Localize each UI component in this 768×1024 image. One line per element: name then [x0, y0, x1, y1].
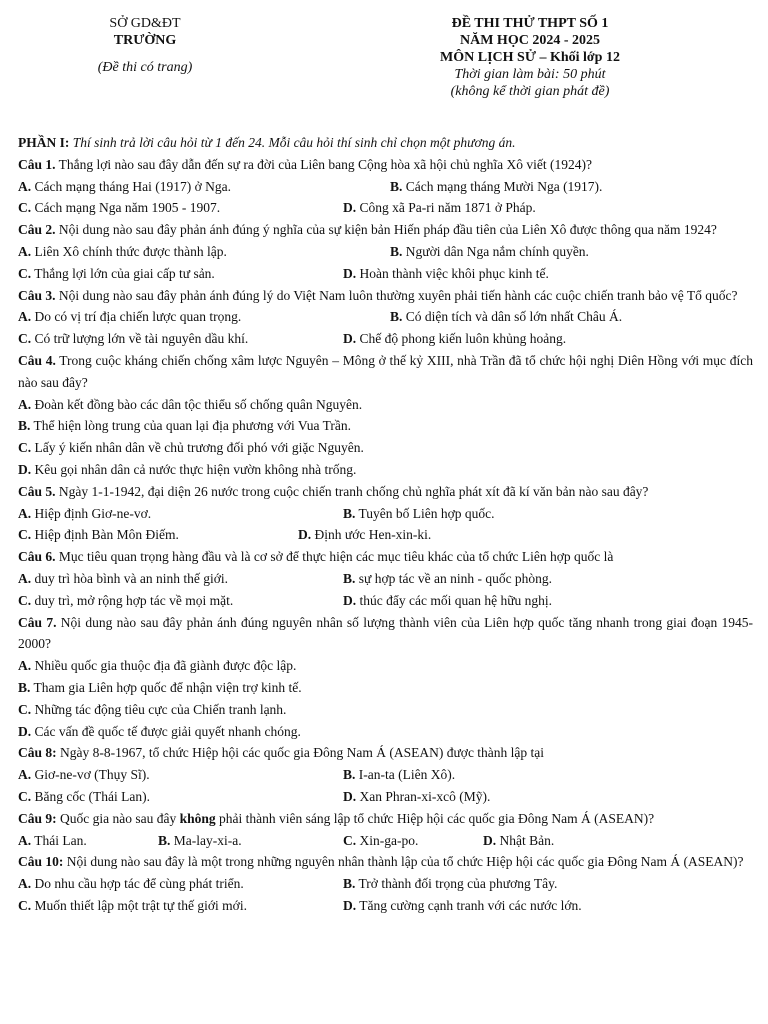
time-note: (không kể thời gian phát đề): [450, 84, 610, 99]
option-a: [18, 503, 151, 525]
option-a: [18, 241, 227, 263]
option-letter: B.: [343, 570, 356, 586]
option-b: [343, 873, 557, 895]
question: [18, 612, 753, 656]
option-text: Tham gia Liên hợp quốc để nhận viện trợ kinh tế.: [33, 679, 302, 695]
option-letter: A.: [18, 658, 32, 674]
option-letter: B.: [343, 767, 356, 783]
question-label: Câu 3.: [18, 287, 56, 303]
option-text: duy trì, mở rộng hợp tác về mọi mặt.: [34, 592, 234, 608]
options-row: [18, 503, 753, 525]
option-text: Các vấn đề quốc tế được giải quyết nhanh chóng.: [34, 723, 301, 739]
option-letter: A.: [18, 309, 32, 325]
question-text-after: phải thành viên sáng lập tổ chức Hiệp hội các quốc gia Đông Nam Á (ASEAN)?: [219, 810, 655, 826]
option-text: sự hợp tác về an ninh - quốc phòng.: [358, 570, 553, 586]
options-row: [18, 873, 753, 895]
question-emphasis: không: [179, 810, 216, 826]
option-letter: C.: [18, 592, 32, 608]
option-letter: D.: [343, 788, 357, 804]
option-letter: A.: [18, 832, 32, 848]
option-text: Tuyên bố Liên hợp quốc.: [358, 505, 495, 521]
question-label: Câu 4.: [18, 352, 56, 368]
option-letter: A.: [18, 876, 32, 892]
question-label: Câu 6.: [18, 549, 56, 565]
option-a: [18, 830, 87, 852]
time-limit: Thời gian làm bài: 50 phút: [454, 67, 606, 82]
option-a: [18, 568, 228, 590]
option-text: Ma-lay-xi-a.: [173, 832, 242, 848]
option-c: [18, 590, 233, 612]
option-c: [18, 699, 753, 721]
question: [18, 285, 753, 307]
options-row: [18, 241, 753, 263]
option-letter: B.: [390, 309, 403, 325]
option-letter: D.: [343, 331, 357, 347]
question-label: Câu 9:: [18, 810, 57, 826]
option-letter: A.: [18, 570, 32, 586]
options-row: [18, 568, 753, 590]
option-letter: C.: [18, 440, 32, 456]
option-text: Thể hiện lòng trung của quan lại địa phương với Vua Trần.: [33, 418, 352, 434]
option-text: duy trì hòa bình và an ninh thế giới.: [34, 570, 228, 586]
option-text: Lấy ý kiến nhân dân về chủ trương đối phó với giặc Nguyên.: [34, 440, 364, 456]
option-text: Người dân Nga nắm chính quyền.: [405, 243, 589, 259]
option-c: [18, 437, 753, 459]
option-text: Xan Phran-xi-xcô (Mỹ).: [359, 788, 491, 804]
part-heading: [18, 132, 753, 154]
option-c: [18, 524, 179, 546]
exam-content: [18, 132, 753, 917]
question: [18, 219, 753, 241]
option-c: [18, 197, 220, 219]
option-letter: A.: [18, 396, 32, 412]
question-label: Câu 8:: [18, 745, 57, 761]
option-letter: C.: [18, 701, 32, 717]
option-text: Đoàn kết đồng bào các dân tộc thiểu số chống quân Nguyên.: [34, 396, 363, 412]
option-text: Chế độ phong kiến luôn khủng hoảng.: [359, 331, 567, 347]
options-row: [18, 524, 753, 546]
option-letter: C.: [343, 832, 357, 848]
option-text: Hiệp định Giơ-ne-vơ.: [34, 505, 152, 521]
option-letter: A.: [18, 243, 32, 259]
options-row: [18, 764, 753, 786]
option-letter: D.: [343, 200, 357, 216]
option-letter: C.: [18, 265, 32, 281]
question-text-before: Quốc gia nào sau đây: [60, 810, 177, 826]
option-letter: C.: [18, 331, 32, 347]
option-text: Thắng lợi lớn của giai cấp tư sản.: [34, 265, 215, 281]
option-text: Những tác động tiêu cực của Chiến tranh lạnh.: [34, 701, 287, 717]
question-label: Câu 1.: [18, 156, 56, 172]
option-letter: A.: [18, 178, 32, 194]
option-text: Kêu gọi nhân dân cả nước thực hiện vườn không nhà trống.: [34, 461, 357, 477]
option-letter: B.: [18, 418, 31, 434]
option-a: [18, 655, 753, 677]
option-text: I-an-ta (Liên Xô).: [358, 767, 456, 783]
option-text: Có trữ lượng lớn về tài nguyên dầu khí.: [34, 331, 249, 347]
option-d: [343, 786, 490, 808]
option-letter: D.: [18, 723, 32, 739]
header-left: [50, 15, 240, 76]
question-text: Nội dung nào sau đây là một trong những nguyên nhân thành lập của tổ chức Hiệp hội các quốc gia Đông Nam Á (ASEAN)?: [66, 854, 744, 870]
option-c: [18, 328, 248, 350]
option-text: Cách mạng Nga năm 1905 - 1907.: [34, 200, 221, 216]
option-letter: B.: [18, 679, 31, 695]
question: [18, 742, 753, 764]
option-letter: B.: [343, 505, 356, 521]
option-text: Cách mạng tháng Hai (1917) ở Nga.: [34, 178, 231, 194]
option-text: Hoàn thành việc khôi phục kinh tế.: [359, 265, 549, 281]
option-text: Trở thành đối trọng của phương Tây.: [358, 876, 558, 892]
option-a: [18, 306, 241, 328]
option-text: Liên Xô chính thức được thành lập.: [34, 243, 227, 259]
option-c: [18, 895, 247, 917]
options-row: [18, 306, 753, 328]
option-letter: C.: [18, 897, 32, 913]
subject: MÔN LỊCH SỬ – Khối lớp 12: [440, 50, 620, 65]
question-label: Câu 5.: [18, 483, 56, 499]
option-c: [18, 263, 215, 285]
option-text: Muốn thiết lập một trật tự thế giới mới.: [34, 897, 247, 913]
options-row: [18, 328, 753, 350]
option-text: Nhiều quốc gia thuộc địa đã giành được độc lập.: [34, 658, 297, 674]
option-b: [343, 503, 495, 525]
option-letter: C.: [18, 200, 32, 216]
question-text: Thắng lợi nào sau đây dẫn đến sự ra đời của Liên bang Cộng hòa xã hội chủ nghĩa Xô viết (1924)?: [58, 156, 592, 172]
option-text: Giơ-ne-vơ (Thụy Sĩ).: [34, 767, 150, 783]
option-letter: B.: [158, 832, 171, 848]
option-b: [343, 764, 455, 786]
option-letter: D.: [298, 527, 312, 543]
option-text: Nhật Bản.: [499, 832, 555, 848]
option-d: [343, 895, 582, 917]
option-letter: A.: [18, 505, 32, 521]
question: [18, 350, 753, 394]
school-year: NĂM HỌC 2024 - 2025: [460, 33, 600, 48]
question-text: Nội dung nào sau đây phản ánh đúng lý do Việt Nam luôn thường xuyên phải tiến hành các cuộc chiến tranh bảo vệ Tổ quốc?: [58, 287, 738, 303]
option-letter: D.: [343, 897, 357, 913]
option-b: [343, 568, 552, 590]
option-d: [343, 197, 536, 219]
question-text: Nội dung nào sau đây phản ánh đúng nguyên nhân số lượng thành viên của Liên hợp quốc tăng nhanh trong giai đoạn 1945-2000?: [18, 614, 753, 652]
options-row: [18, 786, 753, 808]
option-text: Định ước Hen-xin-ki.: [314, 527, 432, 543]
option-text: Cách mạng tháng Mười Nga (1917).: [405, 178, 603, 194]
question-label: Câu 7.: [18, 614, 57, 630]
page-count-note: (Đề thi có trang): [97, 60, 193, 75]
option-text: Công xã Pa-ri năm 1871 ở Pháp.: [359, 200, 536, 216]
option-text: Do nhu cầu hợp tác để cùng phát triển.: [34, 876, 244, 892]
question-label: Câu 2.: [18, 222, 56, 238]
options-row: [18, 176, 753, 198]
options-row: [18, 895, 753, 917]
option-d: [483, 830, 554, 852]
option-b: [390, 306, 622, 328]
option-text: Băng cốc (Thái Lan).: [34, 788, 150, 804]
option-d: [343, 590, 552, 612]
option-letter: C.: [18, 527, 32, 543]
header-right: [400, 15, 660, 100]
question: [18, 481, 753, 503]
option-letter: D.: [343, 265, 357, 281]
option-text: Tăng cường cạnh tranh với các nước lớn.: [359, 897, 582, 913]
option-d: [18, 721, 753, 743]
part-label: PHẦN I:: [18, 135, 70, 150]
question-text: Mục tiêu quan trọng hàng đầu và là cơ sở để thực hiện các mục tiêu khác của tổ chức Liên hợp quốc là: [58, 549, 614, 565]
option-d: [298, 524, 431, 546]
part-instruction: Thí sinh trả lời câu hỏi từ 1 đến 24. Mỗi câu hỏi thí sinh chỉ chọn một phương án.: [72, 135, 516, 150]
question-text: Nội dung nào sau đây phản ánh đúng ý nghĩa của sự kiện bản Hiến pháp đầu tiên của Liên Xô được thông qua năm 1924?: [58, 222, 717, 238]
option-d: [343, 263, 549, 285]
option-letter: D.: [483, 832, 497, 848]
option-letter: B.: [343, 876, 356, 892]
option-b: [18, 415, 753, 437]
option-b: [18, 677, 753, 699]
options-row: [18, 590, 753, 612]
options-row: [18, 197, 753, 219]
option-d: [343, 328, 566, 350]
option-text: Thái Lan.: [34, 832, 87, 848]
question-label: Câu 10:: [18, 854, 64, 870]
option-b: [390, 176, 602, 198]
option-letter: D.: [18, 461, 32, 477]
option-text: Xin-ga-po.: [359, 832, 419, 848]
option-a: [18, 394, 753, 416]
option-a: [18, 873, 244, 895]
options-row: [18, 263, 753, 285]
question-text: Ngày 8-8-1967, tổ chức Hiệp hội các quốc gia Đông Nam Á (ASEAN) được thành lập tại: [60, 745, 545, 761]
question: [18, 154, 753, 176]
question: [18, 851, 753, 873]
options-row: [18, 830, 753, 852]
department-name: SỞ GD&ĐT: [109, 16, 181, 31]
question-text: Trong cuộc kháng chiến chống xâm lược Nguyên – Mông ở thế kỷ XIII, nhà Trần đã tổ chức hội nghị Diên Hồng với mục đích nào sau đây?: [18, 352, 753, 390]
option-letter: A.: [18, 767, 32, 783]
option-b: [390, 241, 589, 263]
question: [18, 808, 753, 830]
option-text: Do có vị trí địa chiến lược quan trọng.: [34, 309, 242, 325]
option-a: [18, 176, 231, 198]
option-text: thúc đẩy các mối quan hệ hữu nghị.: [359, 592, 553, 608]
option-c: [18, 786, 150, 808]
option-c: [343, 830, 418, 852]
option-text: Hiệp định Bàn Môn Điếm.: [34, 527, 179, 543]
question-text: Ngày 1-1-1942, đại diện 26 nước trong cuộc chiến tranh chống chủ nghĩa phát xít đã kí văn bản nào sau đây?: [58, 483, 649, 499]
option-text: Có diện tích và dân số lớn nhất Châu Á.: [405, 309, 623, 325]
question: [18, 546, 753, 568]
option-letter: C.: [18, 788, 32, 804]
option-letter: B.: [390, 178, 403, 194]
option-d: [18, 459, 753, 481]
option-a: [18, 764, 150, 786]
option-letter: D.: [343, 592, 357, 608]
option-b: [158, 830, 242, 852]
exam-title: ĐỀ THI THỬ THPT SỐ 1: [451, 16, 609, 31]
school-name: TRƯỜNG: [113, 33, 177, 48]
option-letter: B.: [390, 243, 403, 259]
